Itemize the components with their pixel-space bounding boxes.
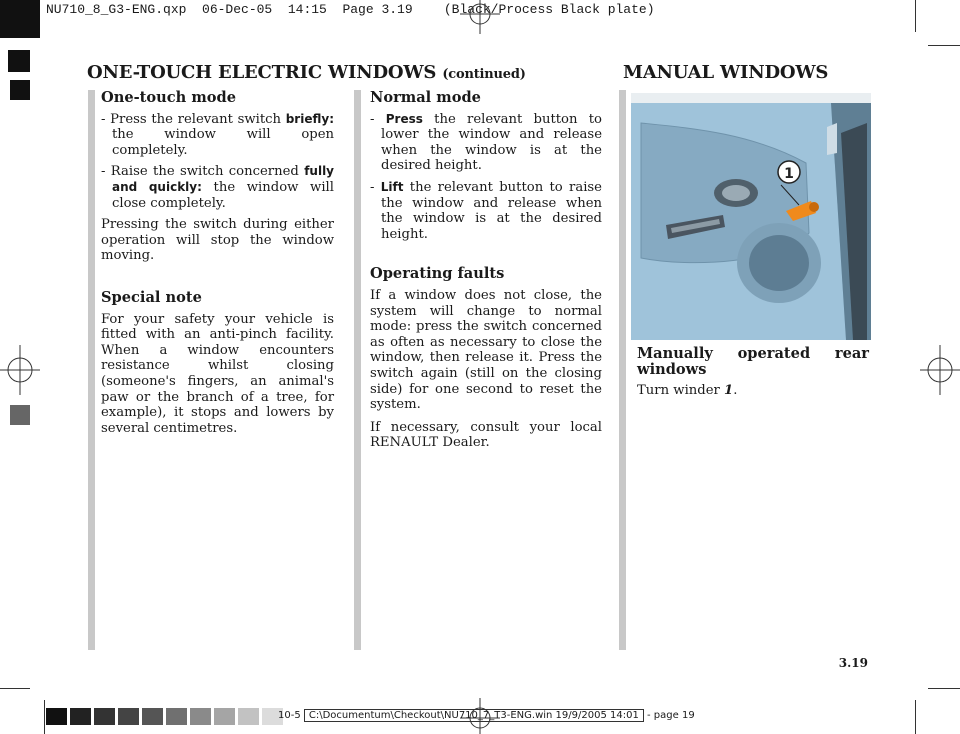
column-one-touch xyxy=(101,90,334,443)
heading-manual-rear-windows: Manually operated rear windows xyxy=(637,345,869,378)
heading-normal-mode: Normal mode xyxy=(370,89,481,106)
figure-caption xyxy=(637,346,869,406)
color-swatch xyxy=(142,708,163,725)
column-sidebar xyxy=(619,90,626,650)
registration-crosshair xyxy=(920,340,960,400)
column-sidebar xyxy=(354,90,361,650)
heading-one-touch-mode: One-touch mode xyxy=(101,89,236,106)
heading-special-note: Special note xyxy=(101,288,202,306)
color-swatch xyxy=(118,708,139,725)
color-swatch xyxy=(238,708,259,725)
crop-mark xyxy=(10,80,30,100)
crop-mark xyxy=(44,700,45,734)
paragraph: If a window does not close, the system will change to normal mode: press the switch concerned as often as necessary to close the window, then release it. Press the switch again (still on the closing side) for one second to reset the system. xyxy=(370,287,602,413)
registration-crosshair xyxy=(0,340,40,400)
crop-mark xyxy=(915,700,916,734)
registration-block xyxy=(0,0,40,38)
color-swatch xyxy=(190,708,211,725)
column-sidebar xyxy=(88,90,95,650)
color-swatch xyxy=(46,708,67,725)
list-item: - Lift the relevant button to raise the window and release when the window is at the desired height. xyxy=(370,179,602,242)
page-number: 3.19 xyxy=(838,656,868,670)
printer-footer: 10-5 C:\Documentum\Checkout\NU710_7_T3-ENG.win 19/9/2005 14:01 - page 19 xyxy=(278,710,695,721)
heading-operating-faults: Operating faults xyxy=(370,265,505,283)
callout-number: 1 xyxy=(784,166,794,182)
list-item: - Raise the switch concerned fully and quickly: the window will close completely. xyxy=(101,164,334,211)
crop-mark xyxy=(10,405,30,425)
color-swatch xyxy=(166,708,187,725)
crop-mark xyxy=(928,688,960,689)
color-swatch xyxy=(70,708,91,725)
crop-mark xyxy=(915,0,916,32)
list-item: - Press the relevant button to lower the window and release when the window is at the desired height. xyxy=(370,111,602,174)
section-title-right: MANUAL WINDOWS xyxy=(623,62,829,83)
door-illustration xyxy=(631,93,871,340)
section-title-left: ONE-TOUCH ELECTRIC WINDOWS (continued) xyxy=(87,62,526,83)
color-swatch xyxy=(214,708,235,725)
crop-mark xyxy=(928,45,960,46)
registration-crosshair xyxy=(460,0,500,40)
crop-mark xyxy=(0,688,30,689)
paragraph: For your safety your vehicle is fitted with an anti-pinch facility. When a window encounters resistance whilst closing (someone's fingers, an animal's paw or the branch of a tree, for example), it stops and lowers by several centimetres. xyxy=(101,311,334,436)
paragraph: Turn winder 1. xyxy=(637,383,738,399)
paragraph: If necessary, consult your local RENAULT Dealer. xyxy=(370,419,602,451)
paragraph: Pressing the switch during either operation will stop the window moving. xyxy=(101,217,334,264)
registration-block xyxy=(8,50,30,72)
title-continued: (continued) xyxy=(442,67,526,82)
column-normal-mode xyxy=(370,90,602,458)
list-item: - Press the relevant switch briefly: the window will open completely. xyxy=(101,111,334,158)
color-swatch xyxy=(94,708,115,725)
printer-slug: NU710_8_G3-ENG.qxp 06-Dec-05 14:15 Page 3.19 (Black/Process Black plate) xyxy=(46,2,655,17)
